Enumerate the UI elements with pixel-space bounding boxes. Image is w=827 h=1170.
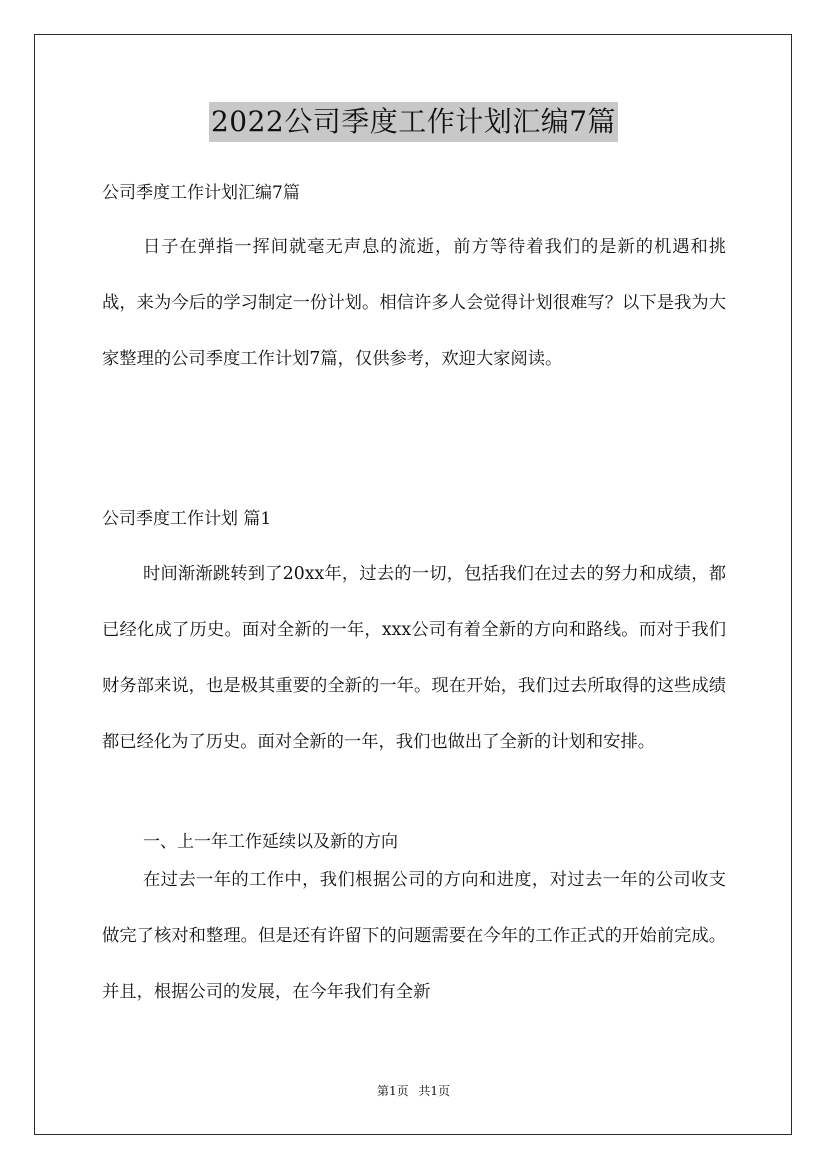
intro-paragraph: 日子在弹指一挥间就毫无声息的流逝，前方等待着我们的是新的机遇和挑战，来为今后的学习制定一份计划。相信许多人会觉得计划很难写？以下是我为大家整理的公司季度工作计划7篇，仅供参考，欢迎大家阅读。 [102,237,726,369]
document-title: 2022公司季度工作计划汇编7篇 [209,102,618,142]
page-number: 第1页 [376,1084,409,1098]
document-subtitle: 公司季度工作计划汇编7篇 [102,183,300,203]
body-paragraph: 在过去一年的工作中，我们根据公司的方向和进度，对过去一年的公司收支做完了核对和整理。但是还有许留下的问题需要在今年的工作正式的开始前完成。并且，根据公司的发展，在今年我们有全新 [102,870,726,1002]
body-paragraph: 时间渐渐跳转到了20xx年，过去的一切，包括我们在过去的努力和成绩，都已经化成了历史。面对全新的一年，xxx公司有着全新的方向和路线。而对于我们财务部来说，也是极其重要的全新的一年。现在开始，我们过去所取得的这些成绩都已经化为了历史。面对全新的一年，我们也做出了全新的计划和安排。 [102,564,726,752]
section-heading: 公司季度工作计划 篇1 [102,509,272,529]
sub-heading: 一、上一年工作延续以及新的方向 [143,832,398,852]
page-total: 共1页 [418,1084,451,1098]
title-container [0,102,827,142]
page-footer [0,1082,827,1100]
